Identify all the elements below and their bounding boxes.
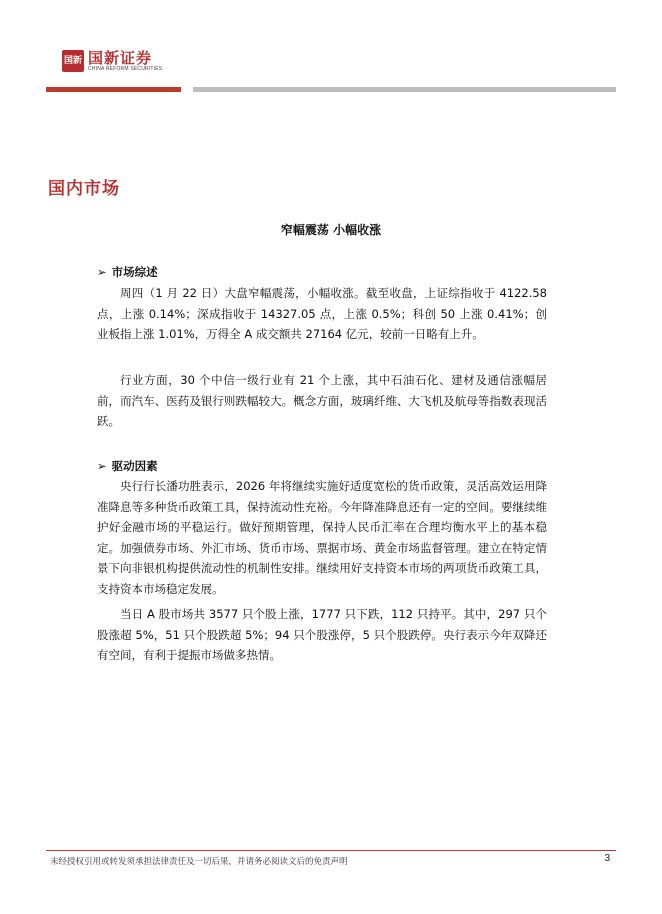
arrow-bullet-icon: ➢ xyxy=(97,459,107,473)
heading-drivers xyxy=(97,458,158,474)
paragraph-drivers-1: 央行行长潘功胜表示，2026 年将继续实施好适度宽松的货币政策，灵活高效运用降准降息等多种货币政策工具，保持流动性充裕。今年降准降息还有一定的空间。要继续维护好金融市场的平稳运行。做好预期管理，保持人民币汇率在合理均衡水平上的基本稳定。加强债券市场、外汇市场、货币市场、票据市场、黄金市场监督管理。建立在特定情景下向非银机构提供流动性的机制性安排。继续用好支持资本市场的两项货币政策工具，支持资本市场稳定发展。 xyxy=(97,479,547,596)
heading-label: 市场综述 xyxy=(111,265,158,279)
article-title: 窄幅震荡 小幅收涨 xyxy=(280,223,382,237)
header-bar-grey xyxy=(193,87,616,92)
paragraph-market-overview-1: 周四（1 月 22 日）大盘窄幅震荡，小幅收涨。截至收盘，上证综指收于 4122.58 点，上涨 0.14%；深成指收于 14327.05 点，上涨 0.5%；科创 50 上涨 0.41%；创业板指上涨 1.01%，万得全 A 成交额共 27164 亿元，较前一日略有上升。 xyxy=(97,286,547,341)
heading-market-overview xyxy=(97,264,158,280)
footer-divider xyxy=(46,850,616,851)
company-logo xyxy=(62,50,162,72)
arrow-bullet-icon: ➢ xyxy=(97,265,107,279)
heading-label: 驱动因素 xyxy=(111,459,158,473)
header-bar-red xyxy=(46,87,181,92)
paragraph-market-overview-2: 行业方面，30 个中信一级行业有 21 个上涨，其中石油石化、建材及通信涨幅居前，而汽车、医药及银行则跌幅较大。概念方面，玻璃纤维、大飞机及航母等指数表现活跃。 xyxy=(97,373,547,428)
logo-chinese-name: 国新证券 xyxy=(88,49,153,67)
logo-mark: 国新 xyxy=(62,50,84,72)
page-number: 3 xyxy=(604,853,610,864)
paragraph-drivers-2: 当日 A 股市场共 3577 只个股上涨，1777 只下跌，112 只持平。其中，297 只个股涨超 5%，51 只个股跌超 5%；94 只个股涨停，5 只个股跌停。央行表示今年双降还有空间，有利于提振市场做多热情。 xyxy=(97,607,547,662)
footer-disclaimer: 未经授权引用或转发须承担法律责任及一切后果，并请务必阅读文后的免责声明 xyxy=(50,857,348,867)
section-title: 国内市场 xyxy=(48,179,120,199)
logo-text xyxy=(88,50,162,72)
logo-english-name: CHINA REFORM SECURITIES xyxy=(88,66,163,72)
